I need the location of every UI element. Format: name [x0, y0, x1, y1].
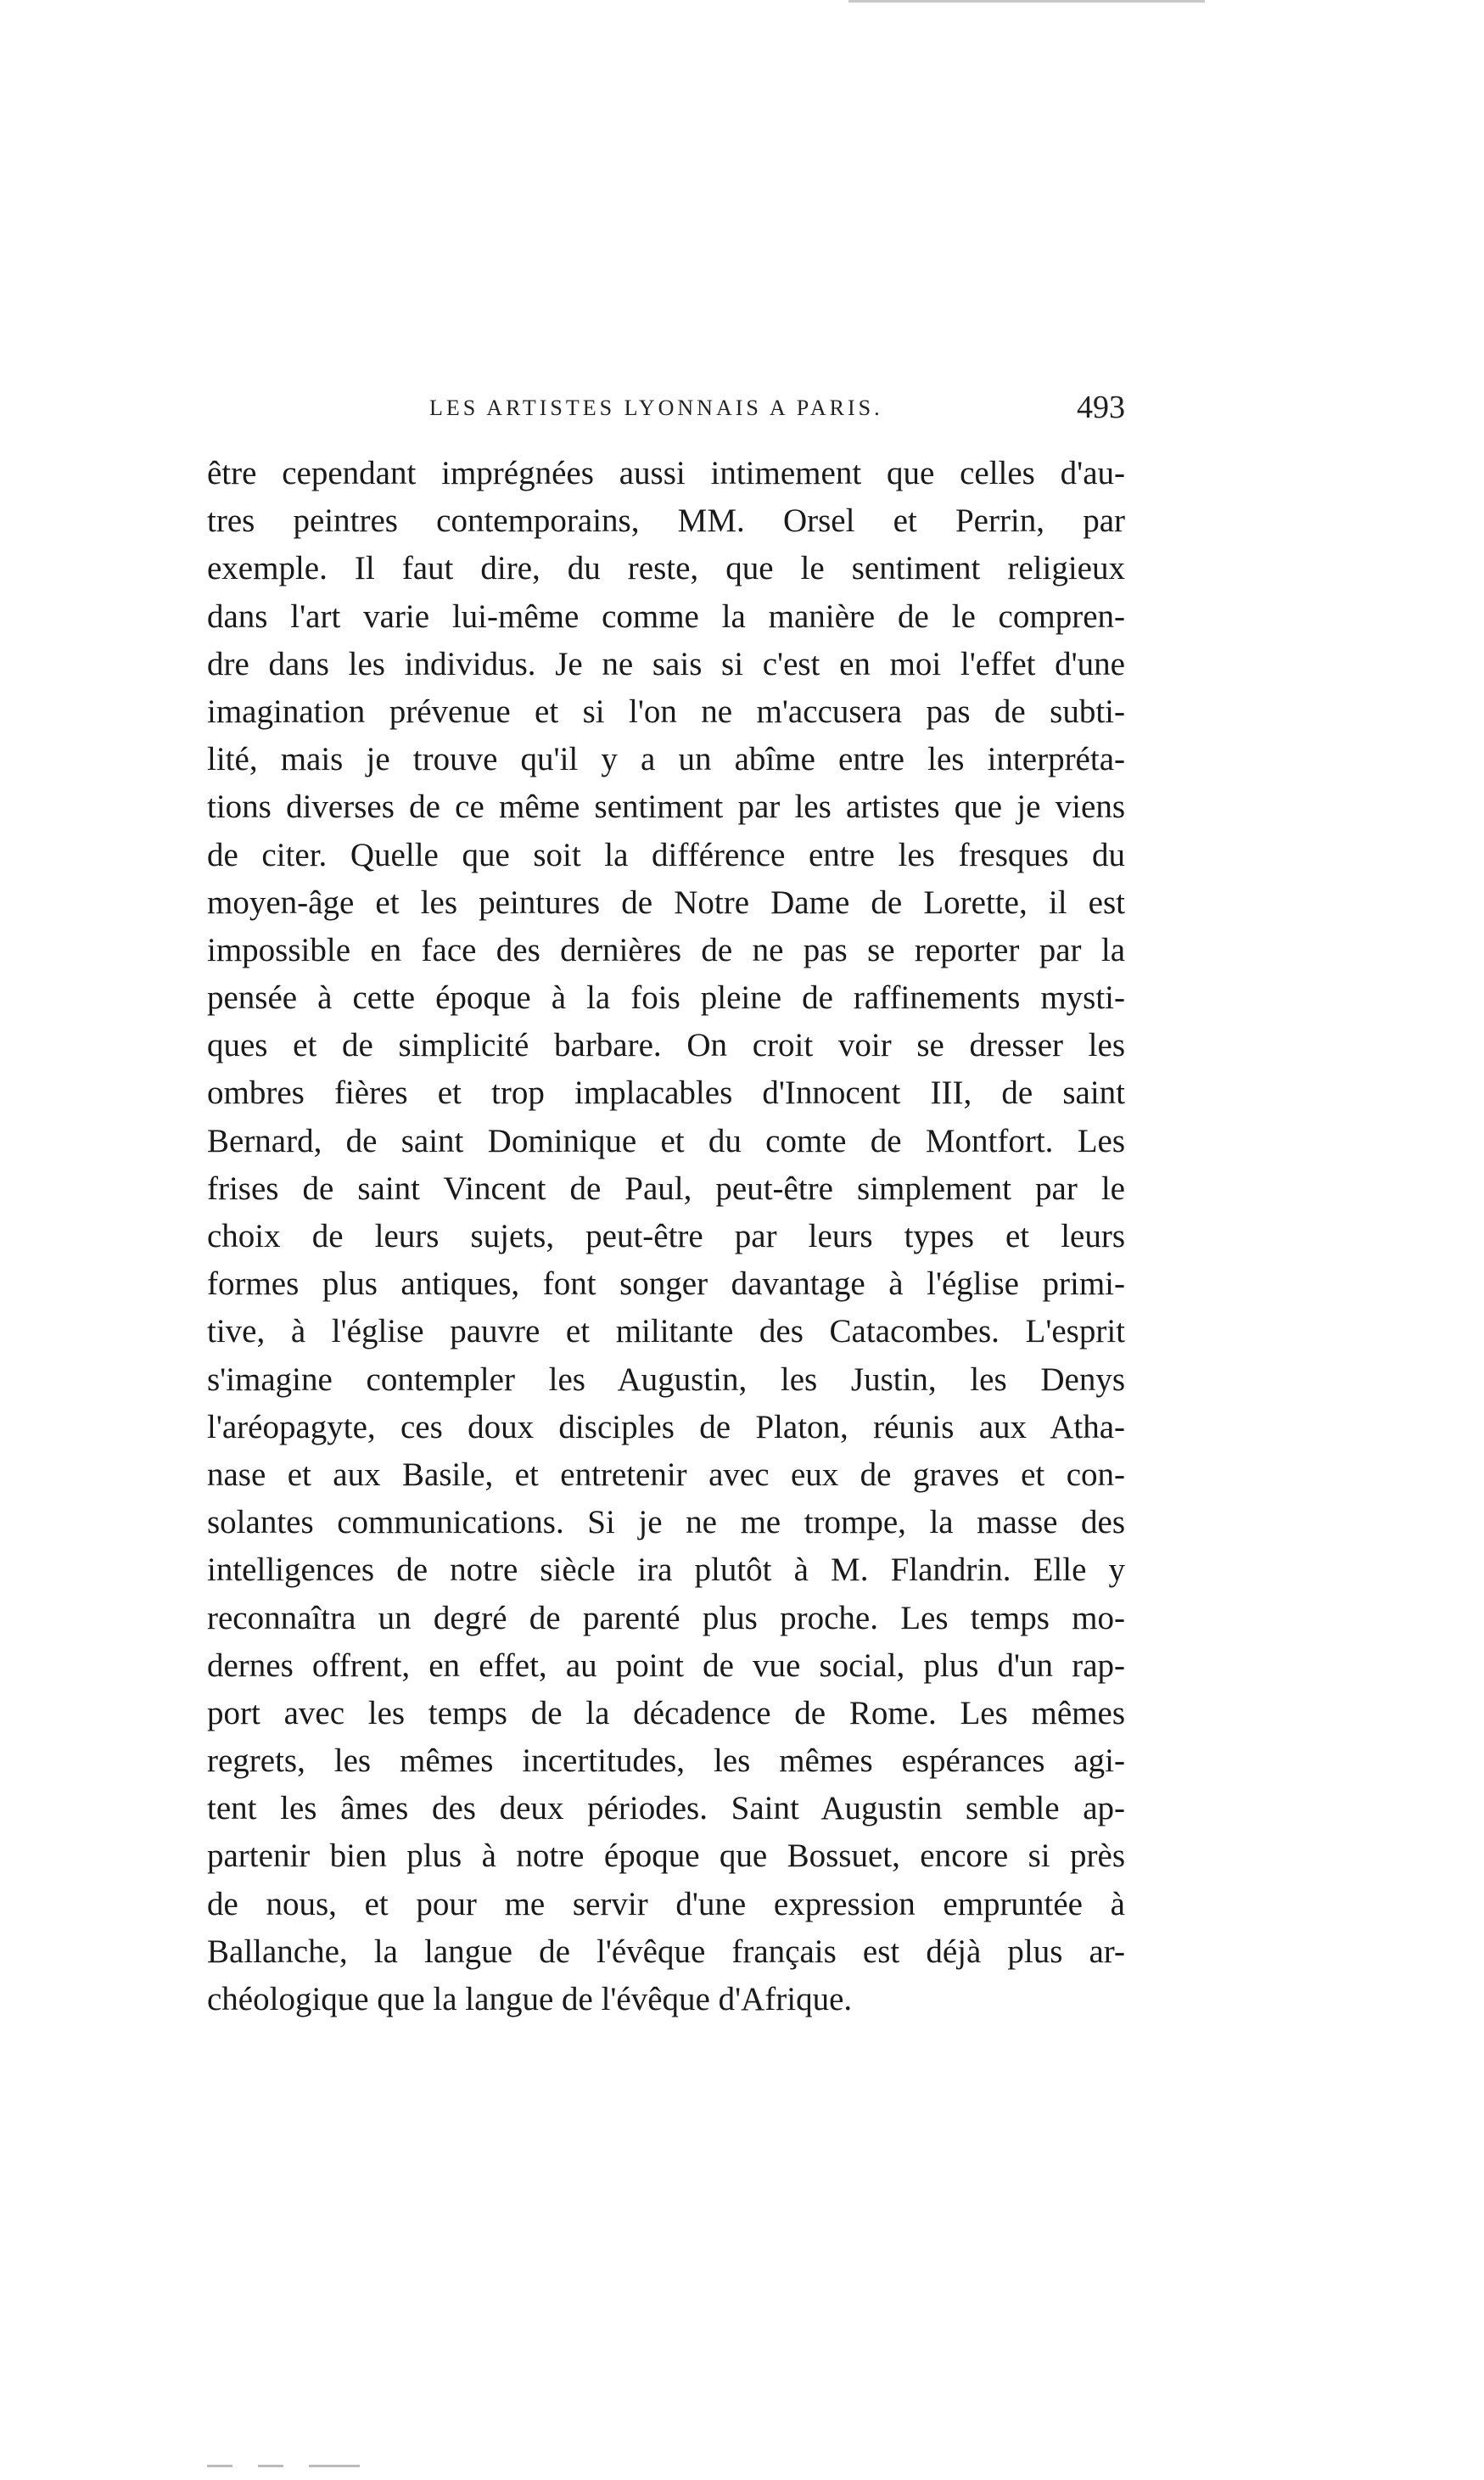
text-line: Bernard, de saint Dominique et du comte de Montfort. Les: [207, 1122, 1125, 1159]
text-line: intelligences de notre siècle ira plutôt à M. Flandrin. Elle y: [207, 1551, 1125, 1589]
text-line: Ballanche, la langue de l'évêque français est déjà plus ar-: [207, 1933, 1125, 1970]
bottom-edge-marks: [207, 2465, 428, 2467]
text-line: partenir bien plus à notre époque que Bossuet, encore si près: [207, 1838, 1125, 1875]
text-line: de nous, et pour me servir d'une expression empruntée à: [207, 1885, 1125, 1922]
text-line: lité, mais je trouve qu'il y a un abîme entre les interpréta-: [207, 741, 1125, 778]
text-line: exemple. Il faut dire, du reste, que le sentiment religieux: [207, 550, 1125, 587]
text-line: nase et aux Basile, et entretenir avec eux de graves et con-: [207, 1456, 1125, 1493]
text-line: port avec les temps de la décadence de Rome. Les mêmes: [207, 1694, 1125, 1731]
text-line: être cependant imprégnées aussi intimement que celles d'au-: [207, 455, 1125, 491]
text-line: moyen-âge et les peintures de Notre Dame de Lorette, il est: [207, 884, 1125, 921]
text-line: regrets, les mêmes incertitudes, les mêmes espérances agi-: [207, 1742, 1125, 1780]
text-line: imagination prévenue et si l'on ne m'accusera pas de subti-: [207, 693, 1125, 730]
text-line: chéologique que la langue de l'évêque d'Afrique.: [207, 1981, 853, 2017]
body-paragraph: [207, 450, 1125, 2023]
text-line: l'aréopagyte, ces doux disciples de Platon, réunis aux Atha-: [207, 1408, 1125, 1445]
top-edge-rule: [848, 0, 1205, 3]
text-line: de citer. Quelle que soit la différence entre les fresques du: [207, 836, 1125, 873]
text-line: pensée à cette époque à la fois pleine de raffinements mysti-: [207, 979, 1125, 1017]
text-line: reconnaîtra un degré de parenté plus proche. Les temps mo-: [207, 1599, 1125, 1636]
text-line: frises de saint Vincent de Paul, peut-être simplement par le: [207, 1170, 1125, 1207]
running-head: [207, 389, 1125, 431]
page-number: 493: [1077, 390, 1125, 425]
text-line: s'imagine contempler les Augustin, les Justin, les Denys: [207, 1361, 1125, 1398]
text-line: tive, à l'église pauvre et militante des Catacombes. L'esprit: [207, 1313, 1125, 1350]
text-line: dans l'art varie lui-même comme la manière de le compren-: [207, 598, 1125, 635]
text-line: tions diverses de ce même sentiment par les artistes que je viens: [207, 788, 1125, 826]
text-line: choix de leurs sujets, peut-être par leurs types et leurs: [207, 1218, 1125, 1254]
text-line: solantes communications. Si je ne me trompe, la masse des: [207, 1504, 1125, 1541]
text-line: ques et de simplicité barbare. On croit voir se dresser les: [207, 1027, 1125, 1064]
text-line: tres peintres contemporains, MM. Orsel et Perrin, par: [207, 502, 1125, 540]
text-line: dernes offrent, en effet, au point de vue social, plus d'un rap-: [207, 1647, 1125, 1684]
running-title: LES ARTISTES LYONNAIS A PARIS.: [429, 396, 883, 420]
text-line: tent les âmes des deux périodes. Saint Augustin semble ap-: [207, 1790, 1125, 1827]
text-line: ombres fières et trop implacables d'Innocent III, de saint: [207, 1074, 1125, 1112]
text-line: impossible en face des dernières de ne pas se reporter par la: [207, 931, 1125, 968]
text-line: formes plus antiques, font songer davantage à l'église primi-: [207, 1265, 1125, 1303]
text-line: dre dans les individus. Je ne sais si c'est en moi l'effet d'une: [207, 645, 1125, 682]
